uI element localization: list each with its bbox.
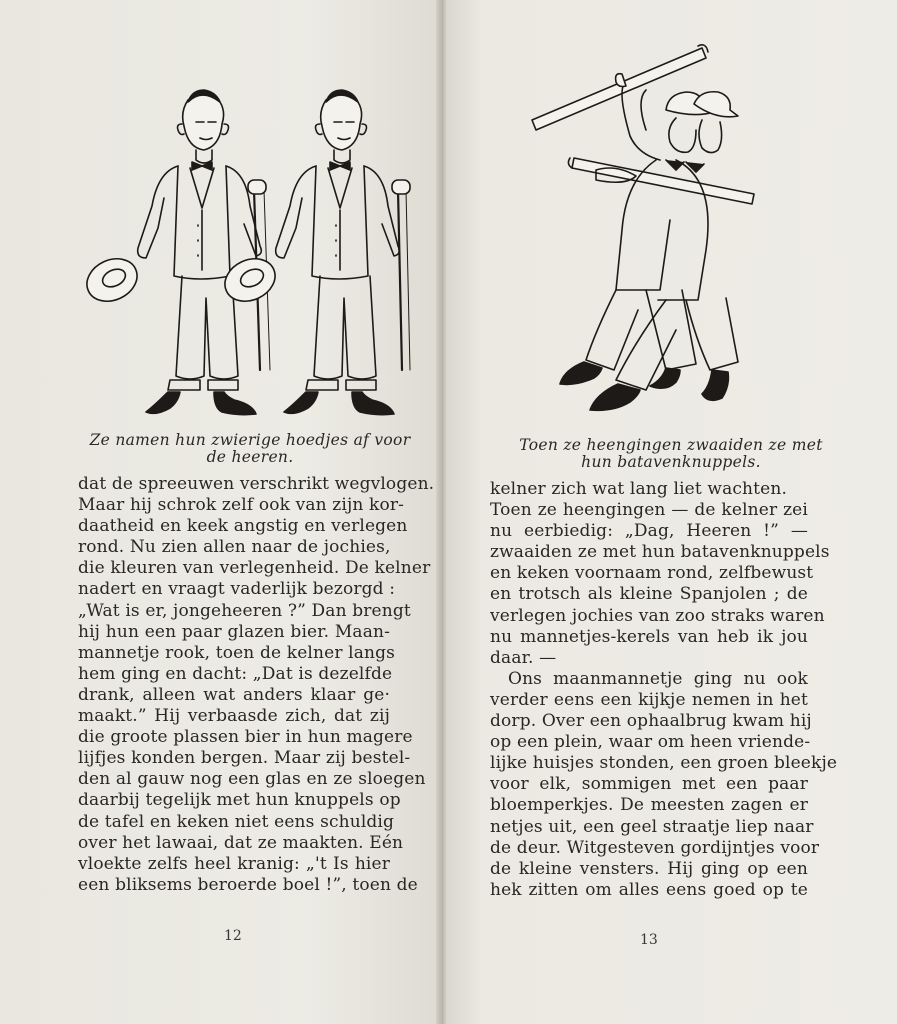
illustration-two-men-swinging-clubs: [526, 40, 766, 430]
left-text-line: hij hun een paar glazen bier. Maan-: [78, 621, 390, 642]
boy-figure-right: [218, 90, 410, 415]
right-text-line: de deur. Witgesteven gordijntjes voor: [490, 837, 820, 858]
left-text-line: die kleuren van verlegenheid. De kelner: [78, 558, 431, 579]
left-text-line: drank, alleen wat anders klaar ge·: [78, 684, 390, 705]
right-text-line: nu eerbiedig: „Dag, Heeren !” —: [490, 521, 808, 542]
right-text-line: daar. —: [490, 647, 557, 668]
right-page-number: 13: [640, 932, 658, 948]
right-page: [446, 0, 897, 1024]
left-text-line: Maar hij schrok zelf ook van zijn kor-: [78, 495, 405, 516]
right-caption-line-2: hun batavenknuppels.: [581, 453, 761, 471]
right-text-line: nu mannetjes-kerels van heb ik jou: [490, 626, 808, 647]
left-caption-line-1: Ze namen hun zwierige hoedjes af voor: [89, 431, 411, 449]
left-text-line: een bliksems beroerde boel !”, toen de: [78, 874, 418, 895]
left-page: [0, 0, 441, 1024]
right-text-line: op een plein, waar om heen vriende-: [490, 732, 811, 753]
left-text-line: hem ging en dacht: „Dat is dezelfde: [78, 663, 393, 684]
right-text-line: hek zitten om alles eens goed op te: [490, 879, 808, 900]
left-body-text: [78, 474, 435, 896]
left-text-line: lijfjes konden bergen. Maar zij bestel-: [78, 748, 411, 769]
right-text-line: verder eens een kijkje nemen in het: [490, 689, 808, 710]
illustration-two-boys-bowing: [78, 80, 418, 425]
left-text-line: rond. Nu zien allen naar de jochies,: [78, 537, 391, 558]
right-text-line: kelner zich wat lang liet wachten.: [490, 479, 788, 499]
right-caption: [486, 437, 856, 471]
left-text-line: mannetje rook, toen de kelner langs: [78, 642, 396, 663]
right-text-line: Toen ze heengingen — de kelner zei: [490, 500, 808, 521]
left-text-line: den al gauw nog een glas en ze sloegen: [78, 769, 426, 790]
left-text-line: dat de spreeuwen verschrikt wegvlogen.: [78, 474, 435, 494]
left-page-number: 12: [224, 928, 242, 944]
left-text-line: maakt.” Hij verbaasde zich, dat zij: [78, 706, 390, 727]
left-text-line: „Wat is er, jongeheeren ?” Dan brengt: [78, 600, 411, 621]
left-text-line: nadert en vraagt vaderlijk bezorgd :: [78, 579, 396, 600]
right-text-line: zwaaiden ze met hun batavenknuppels: [490, 542, 830, 563]
right-text-line: en keken voornaam rond, zelfbewust: [490, 563, 814, 584]
left-text-line: die groote plassen bier in hun magere: [78, 727, 413, 748]
left-text-line: de tafel en keken niet eens schuldig: [78, 811, 395, 832]
left-text-line: daarbij tegelijk met hun knuppels op: [78, 790, 401, 811]
left-text-line: vloekte zelfs heel kranig: „'t Is hier: [78, 853, 390, 874]
left-text-line: over het lawaai, dat ze maakten. Eén: [78, 832, 404, 853]
right-text-line: lijke huisjes stonden, een groen bleekje: [490, 753, 838, 774]
right-text-line: voor elk, sommigen met een paar: [490, 774, 808, 795]
right-text-line: bloemperkjes. De meesten zagen er: [490, 795, 808, 816]
left-text-line: daatheid en keek angstig en verlegen: [78, 516, 408, 537]
right-text-line: dorp. Over een ophaalbrug kwam hij: [490, 711, 812, 732]
right-text-line: Ons maanmannetje ging nu ook: [508, 668, 808, 689]
right-text-line: en trotsch als kleine Spanjolen ; de: [490, 584, 808, 605]
right-caption-line-1: Toen ze heengingen zwaaiden ze met: [519, 436, 823, 454]
boy-figure-left: [80, 90, 270, 415]
right-text-line: de kleine vensters. Hij ging op een: [490, 858, 808, 879]
right-text-line: netjes uit, een geel straatje liep naar: [490, 816, 814, 837]
right-text-line: verlegen jochies van zoo straks waren: [490, 605, 825, 626]
left-caption-line-2: de heeren.: [206, 448, 294, 466]
left-caption: [70, 432, 430, 466]
right-body-text: [490, 479, 838, 901]
